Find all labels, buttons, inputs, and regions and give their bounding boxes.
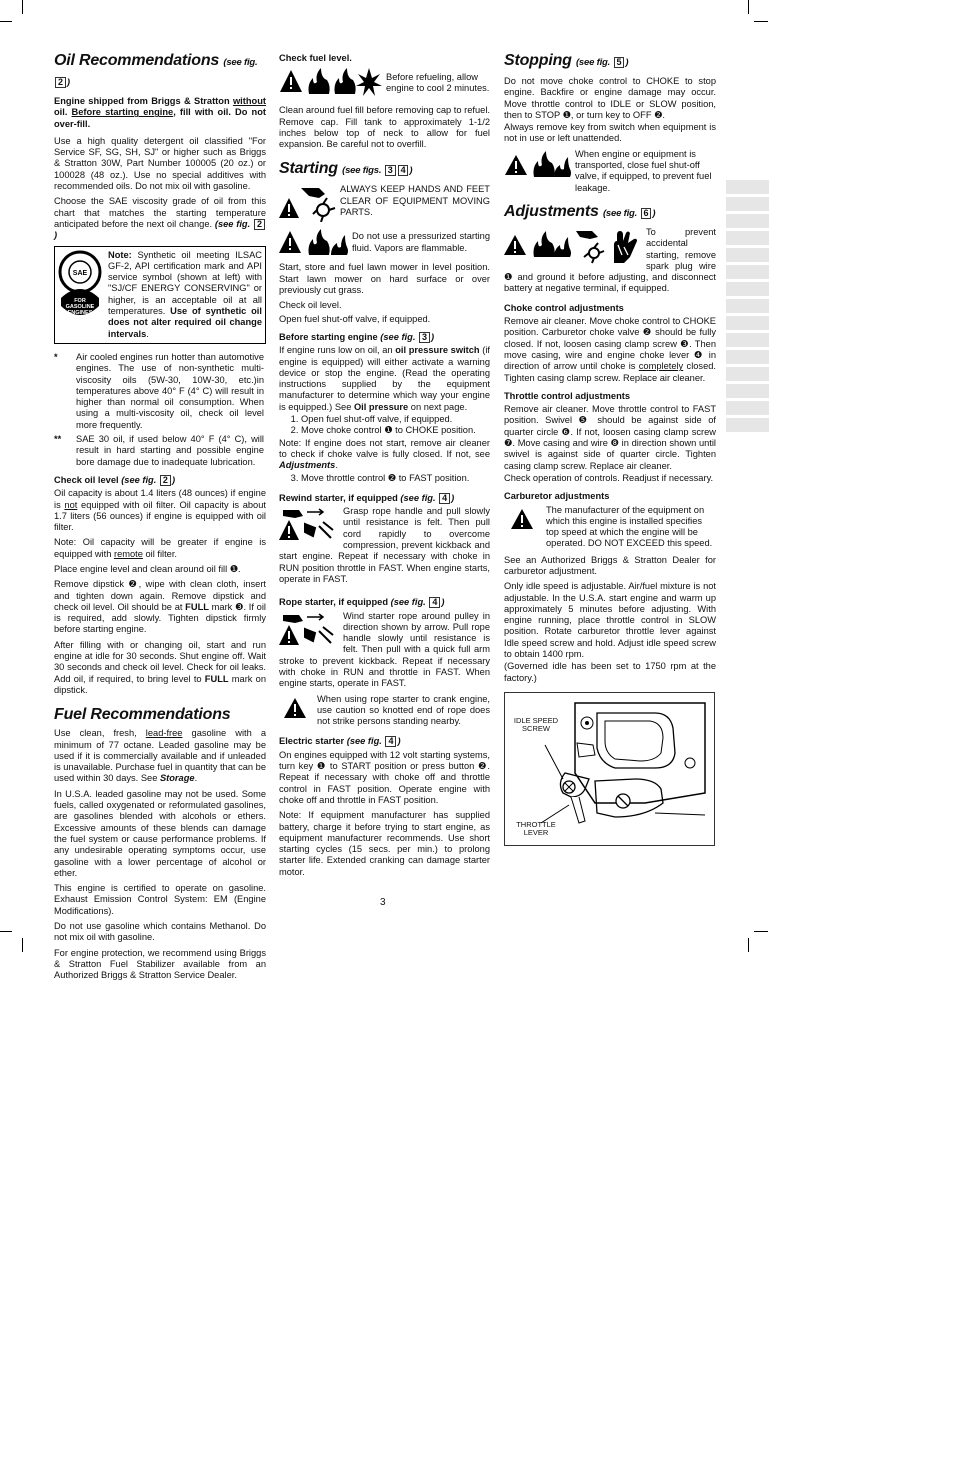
svg-text:SAE: SAE bbox=[72, 269, 88, 277]
tab-strip bbox=[726, 350, 769, 364]
carburetor-figure bbox=[504, 692, 715, 846]
carburetor-paragraph: See an Authorized Briggs & Stratton Dealer for carburetor adjustment. bbox=[504, 554, 716, 576]
before-starting-steps bbox=[279, 473, 490, 484]
tab-strip bbox=[726, 299, 769, 313]
starting-paragraph: Check oil level. bbox=[279, 300, 342, 311]
tab-strip bbox=[726, 282, 769, 296]
synthetic-oil-note bbox=[54, 246, 266, 344]
tab-strip bbox=[726, 401, 769, 415]
pressurized-fluid-warning: Do not use a pressurized starting fluid. Vapors are flammable. bbox=[279, 227, 490, 257]
svg-text:GASOLINE: GASOLINE bbox=[65, 303, 95, 310]
starting-heading: Starting (see figs. 3 4 ) bbox=[279, 160, 413, 178]
fuel-recommendations-heading: Fuel Recommendations bbox=[54, 706, 231, 724]
hands-warning: ALWAYS KEEP HANDS AND FEET CLEAR OF EQUIPMENT MOVING PARTS. bbox=[279, 184, 490, 222]
fire-warning-icon bbox=[504, 149, 572, 179]
crop-mark bbox=[748, 0, 749, 14]
transport-warning: When engine or equipment is transported, close fuel shut-off valve, if equipped, to prevent fuel leakage. bbox=[504, 149, 716, 194]
page-number: 3 bbox=[380, 897, 386, 908]
tab-strip bbox=[726, 231, 769, 245]
column-left bbox=[54, 50, 266, 985]
oil-paragraph: Choose the SAE viscosity grade of oil from this chart that matches the starting temperature anticipated before the next oil change. (see fig. 2) bbox=[54, 196, 266, 241]
tab-strip bbox=[726, 418, 769, 432]
tab-strip bbox=[726, 367, 769, 381]
carburetor-paragraph: (Governed idle has been set to 1750 rpm at the factory.) bbox=[504, 661, 716, 683]
column-middle bbox=[279, 50, 490, 882]
throttle-adjustments-heading: Throttle control adjustments bbox=[504, 390, 631, 401]
synthetic-oil-note-text: Note: Synthetic oil meeting ILSAC GF-2, API certification mark and API service symbol (shown at left) with "SJ/CF ENERGY CONSERVING" or higher, is an acceptable oil at all temperatures. Use of synthetic oil does not alter required oil change intervals. bbox=[108, 249, 262, 339]
svg-text:FOR: FOR bbox=[74, 297, 86, 304]
footnotes bbox=[54, 352, 266, 468]
tab-strip bbox=[726, 197, 769, 211]
spark-plug-warning-icon bbox=[504, 227, 642, 265]
check-oil-paragraph: Place engine level and clean around oil fill ❶. bbox=[54, 563, 241, 574]
oil-intro: Engine shipped from Briggs & Stratton without oil. Before starting engine, fill with oil. Do not over-fill. bbox=[54, 96, 266, 129]
crop-mark bbox=[0, 931, 12, 932]
rope-warning: When using rope starter to crank engine, use caution so knotted end of rope does not strike persons standing nearby. bbox=[279, 694, 490, 728]
fuel-paragraph: For engine protection, we recommend using Briggs & Stratton Fuel Stabilizer available from an Authorized Briggs & Stratton Service Dealer. bbox=[54, 947, 266, 981]
choke-adjustments-heading: Choke control adjustments bbox=[504, 302, 624, 313]
footnote: ** SAE 30 oil, if used below 40° F (4° C), will result in hard starting and possible engine bore damage due to inadequate lubrication. bbox=[54, 434, 264, 467]
caution-triangle-icon bbox=[510, 507, 546, 531]
check-fuel-paragraph: Clean around fuel fill before removing cap to refuel. Remove cap. Fill tank to approximately 1-1/2 inches below top of neck to allow for fuel expansion. Be careful not to overfill. bbox=[279, 105, 490, 150]
check-oil-paragraph: Remove dipstick ❷, wipe with clean cloth, insert and tighten down again. Remove dipstick and check oil level. Oil should be at FULL mark ❸. If oil is required, add slowly. Tighten dipstick firmly before starting engine. bbox=[54, 579, 266, 635]
caution-triangle-icon bbox=[283, 696, 317, 720]
starting-paragraph: Start, store and fuel lawn mower in level position. Start lawn mower on hard surface or over previously cut grass. bbox=[279, 262, 490, 296]
throttle-paragraph: Check operation of controls. Readjust if necessary. bbox=[504, 472, 714, 483]
language-tabs bbox=[726, 180, 769, 435]
kickback-warning-icon bbox=[279, 508, 337, 542]
footnote: * Air cooled engines run hotter than automotive engines. The use of non-synthetic multi-viscosity oils (5W-30, 10W-30, etc.)in temperatures above 40° F (4° C) will result in higher than normal oil consumption. When using a multi-viscosity oil, check oil level more frequently. bbox=[54, 351, 264, 430]
tab-strip bbox=[726, 214, 769, 228]
check-fuel-heading: Check fuel level. bbox=[279, 53, 352, 63]
list-item: 1. Open fuel shut-off valve, if equipped. bbox=[301, 414, 490, 425]
electric-starter-paragraph: Note: If equipment manufacturer has supplied battery, charge it before trying to start engine, as equipment manufacturer recommends. Use short starting cycles (15 secs. per min.) to prolong starter life. Extended cranking can damage starter motor. bbox=[279, 810, 490, 877]
list-item: 3. Move throttle control ❷ to FAST position. bbox=[301, 473, 490, 484]
electric-starter-paragraph: On engines equipped with 12 volt starting systems, turn key ❶ to START position or press button ❷. Repeat if necessary with choke off and throttle control in FAST position. Operate engine with choke off and throttle in FAST position. bbox=[279, 749, 490, 805]
crop-mark bbox=[22, 938, 23, 952]
electric-starter-heading: Electric starter (see fig. 4 ) bbox=[279, 736, 401, 747]
crop-mark bbox=[0, 21, 12, 22]
check-oil-paragraph: Note: Oil capacity will be greater if engine is equipped with remote oil filter. bbox=[54, 537, 266, 559]
before-starting-heading: Before starting engine (see fig. 3 ) bbox=[279, 331, 435, 342]
svg-text:ENGINES: ENGINES bbox=[67, 309, 93, 316]
stopping-paragraph: Do not move choke control to CHOKE to stop engine. Backfire or engine damage may occur. Move throttle control to IDLE or SLOW position, then to STOP ❶, or turn key to OFF ❷. bbox=[504, 76, 716, 120]
before-starting-note: Note: If engine does not start, remove air cleaner to check if choke valve is fully closed. If not, see Adjustments. bbox=[279, 437, 490, 471]
tab-strip bbox=[726, 180, 769, 194]
before-starting-steps bbox=[279, 414, 490, 437]
tab-strip bbox=[726, 316, 769, 330]
crop-mark bbox=[22, 0, 23, 14]
throttle-paragraph: Remove air cleaner. Move throttle control to FAST position. Swivel ❺ should be against side of quarter circle ❻. If not, loosen casing clamp screw ❼. Move casing and wire ❽ in direction shown until swivel is against side of quarter circle. Tighten casing clamp screw. Replace air cleaner. bbox=[504, 404, 716, 471]
tab-strip bbox=[726, 265, 769, 279]
fuel-paragraph: Use clean, fresh, lead-free gasoline with a minimum of 77 octane. Leaded gasoline may be used if it is commercially available and if unleaded is unavailable. Purchase fuel in quantity that can be used within 30 days. See Storage. bbox=[54, 728, 266, 784]
check-oil-paragraph: After filling with or changing oil, start and run engine at idle for 30 seconds. Shut engine off. Wait 30 seconds and check oil level. Check for oil leaks. Add oil, if required, to bring level to FULL mark on dipstick. bbox=[54, 639, 266, 695]
rewind-starter-section bbox=[279, 506, 490, 585]
rewind-starter-paragraph: Grasp rope handle and pull slowly until resistance is felt. Then pull cord rapidly to overcome compression, prevent kickback and start engine. Repeat if necessary with choke in RUN position throttle in FAST. When engine starts, operate in FAST. bbox=[279, 506, 490, 584]
rope-starter-section bbox=[279, 611, 490, 690]
fuel-paragraph: Do not use gasoline which contains Methanol. Do not mix oil with gasoline. bbox=[54, 921, 266, 943]
choke-paragraph: Remove air cleaner. Move choke control to CHOKE position. Carburetor choke valve ❷ should be fully closed. If not, loosen casing clamp screw ❸. Then move casing, wire and engine choke lever ❹ in direction of arrow until choke is completely closed. Tighten casing clamp screw. Replace air cleaner. bbox=[504, 316, 716, 383]
rope-starter-paragraph: Wind starter rope around pulley in direction shown by arrow. Pull rope handle slowly until resistance is felt. Then pull with a quick full arm stroke to prevent kickback. Repeat if necessary with choke in RUN and throttle in FAST. When engine starts, operate in FAST. bbox=[279, 610, 490, 689]
oil-paragraph: Use a high quality detergent oil classified "For Service SF, SG, SH, SJ" or higher such as Briggs & Stratton 30W, Part Number 100005 (20 oz.) or 100028 (48 oz.). Use no special additives with recommended oils. Do not mix oil with gasoline. bbox=[54, 135, 266, 192]
refuel-warning: Before refueling, allow engine to cool 2 minutes. bbox=[279, 66, 490, 100]
crop-mark bbox=[754, 21, 768, 22]
moving-parts-warning-icon bbox=[279, 184, 337, 222]
stopping-heading: Stopping (see fig. 5 ) bbox=[504, 52, 629, 69]
check-oil-heading: Check oil level (see fig. 2 ) bbox=[54, 474, 176, 485]
adjustments-warning: To prevent accidental starting, remove spark plug wire ❶ and ground it before adjusting, and disconnect battery at negative terminal, if equipped. bbox=[504, 226, 716, 294]
crop-mark bbox=[748, 938, 749, 952]
fuel-paragraph: This engine is certified to operate on gasoline. Exhaust Emission Control System: EM (Engine Modifications). bbox=[54, 883, 266, 916]
adjustments-heading: Adjustments (see fig. 6 ) bbox=[504, 202, 656, 220]
oil-recommendations-heading: Oil Recommendations (see fig. 2 ) bbox=[54, 52, 258, 88]
kickback-warning-icon bbox=[279, 613, 337, 647]
carburetor-adjustments-heading: Carburetor adjustments bbox=[504, 491, 610, 502]
tab-strip bbox=[726, 333, 769, 347]
fire-warning-icon bbox=[279, 66, 383, 100]
carburetor-paragraph: Only idle speed is adjustable. Air/fuel mixture is not adjustable. In the U.S.A. start engine and warm up approximately 5 minutes before adjusting. With engine running, place throttle control in SLOW position. Rotate carburetor throttle lever against Idle speed screw and hold. Adjust idle speed screw to obtain 1400 rpm. bbox=[504, 581, 716, 660]
api-service-symbol-icon bbox=[58, 250, 102, 326]
flammable-warning-icon bbox=[279, 227, 349, 257]
column-right bbox=[504, 50, 716, 846]
tab-strip bbox=[726, 248, 769, 262]
rope-starter-heading: Rope starter, if equipped (see fig. 4 ) bbox=[279, 597, 445, 608]
before-starting-paragraph: If engine runs low on oil, an oil pressure switch (if engine is equipped) will either activate a warning device or stop the engine. (Read the operating instructions supplied by the equipment manufacturer to determine which way your engine is equipped.) See Oil pressure on next page. bbox=[279, 345, 491, 412]
check-oil-paragraph: Oil capacity is about 1.4 liters (48 ounces) if engine is not equipped with oil filter. Oil capacity is about 1.7 liters (56 ounces) if engine is equipped with oil filter. bbox=[54, 488, 266, 533]
stopping-paragraph: Always remove key from switch when equipment is not in use or left unattended. bbox=[504, 122, 716, 144]
fuel-paragraph: In U.S.A. leaded gasoline may not be used. Some fuels, called oxygenated or reformulated gasolines, are gasolines blended with alcohols or ethers. Excessive amounts of these blends can damage the fuel system or cause performance problems. If any undesirable operating symptoms occur, use gasoline with a lower percentage of alcohol or ether. bbox=[54, 788, 266, 878]
crop-mark bbox=[754, 931, 768, 932]
idle-speed-screw-label: IDLE SPEED SCREW bbox=[513, 715, 559, 733]
tab-strip bbox=[726, 384, 769, 398]
starting-paragraph: Open fuel shut-off valve, if equipped. bbox=[279, 313, 431, 324]
list-item: 2. Move choke control ❶ to CHOKE position. bbox=[301, 425, 490, 436]
top-speed-warning: The manufacturer of the equipment on which this engine is installed specifies top speed at which the engine will be operated. DO NOT EXCEED this speed. bbox=[504, 505, 716, 550]
throttle-lever-label: THROTTLE LEVER bbox=[516, 819, 556, 837]
rewind-starter-heading: Rewind starter, if equipped (see fig. 4 ) bbox=[279, 492, 455, 503]
